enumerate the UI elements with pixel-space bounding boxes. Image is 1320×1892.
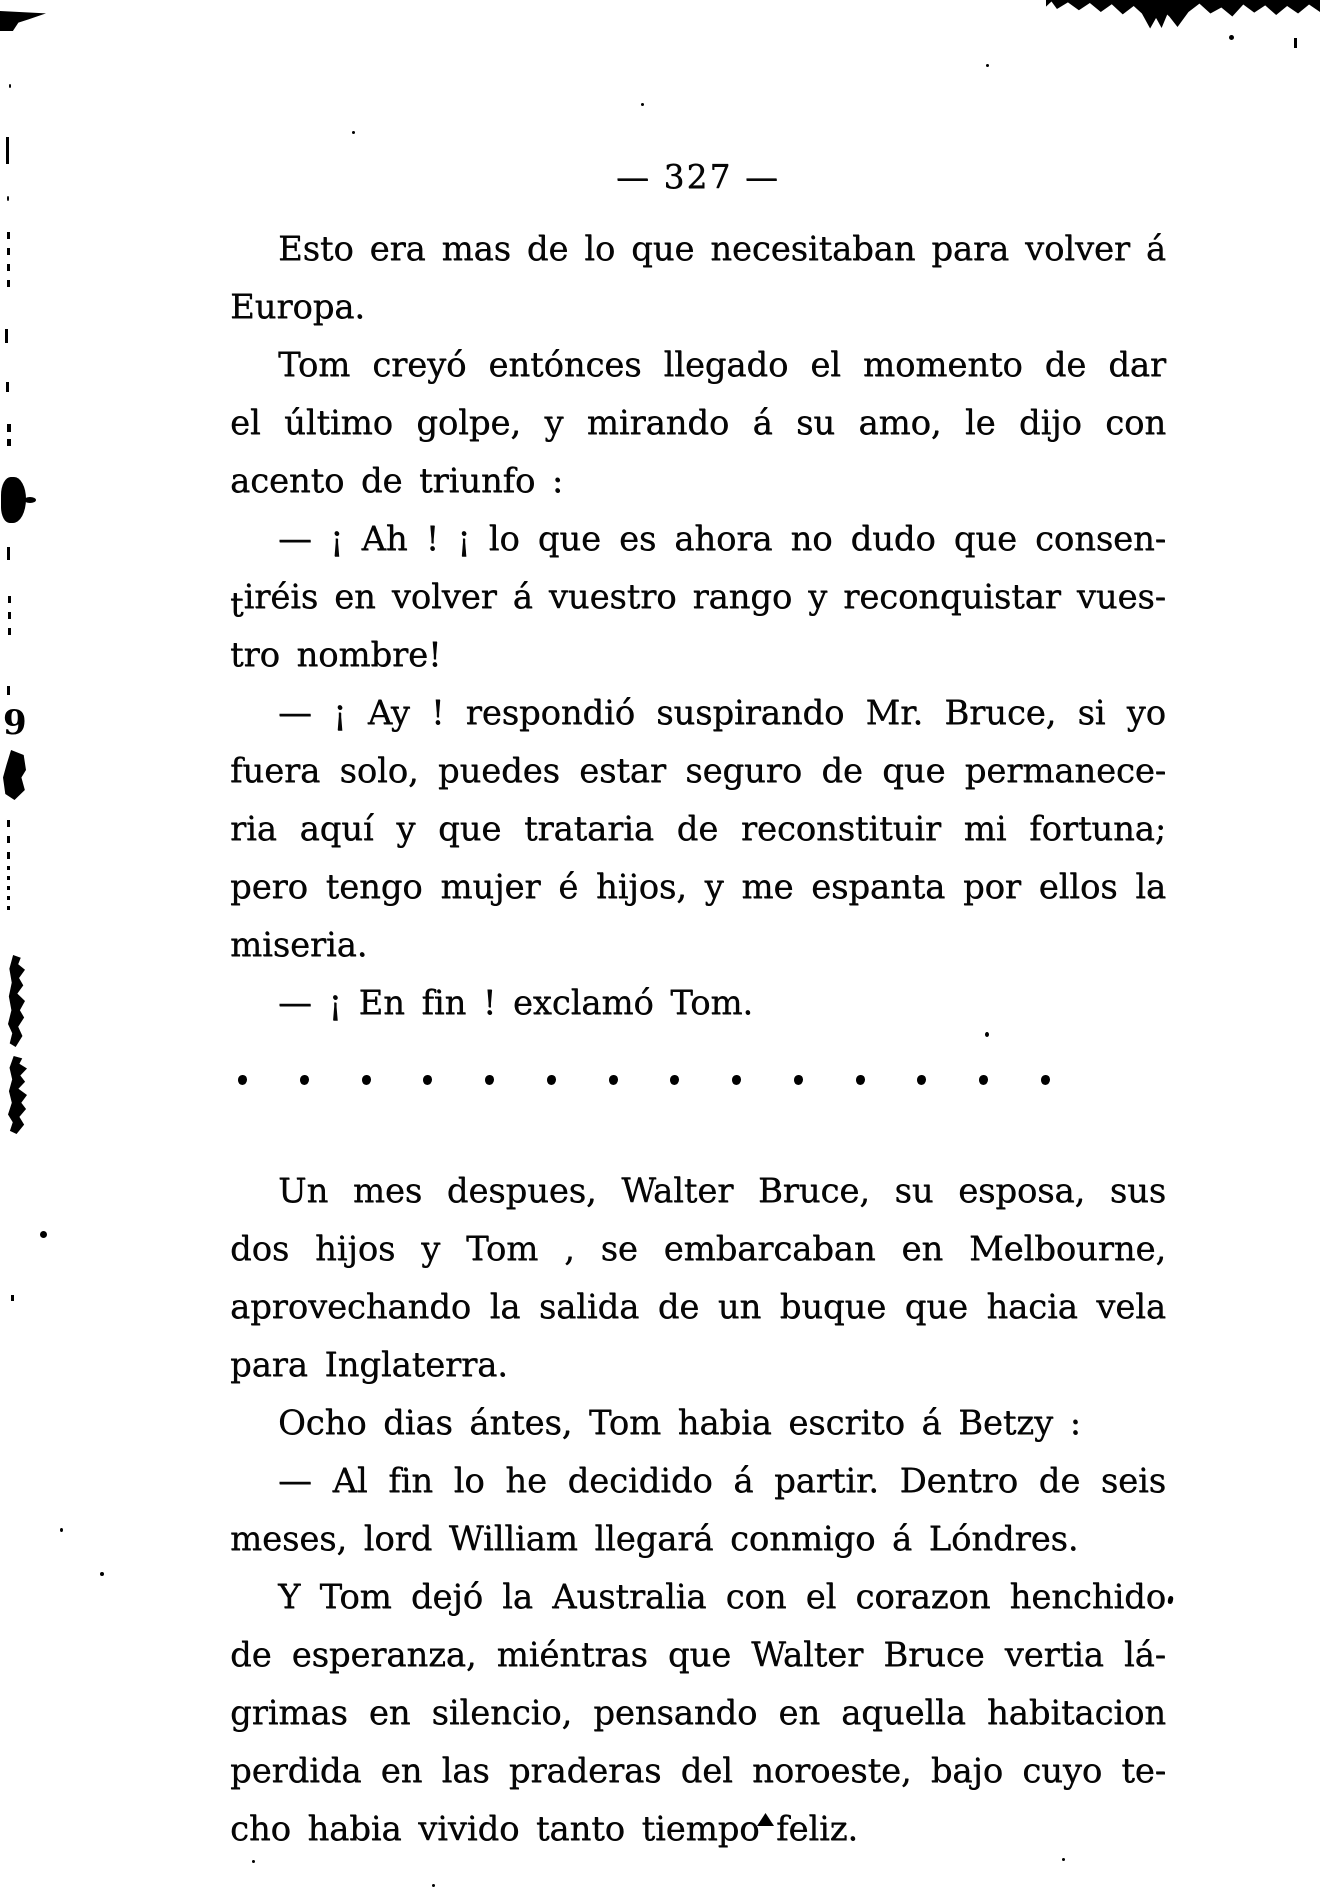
word: volver (1024, 229, 1130, 269)
word: volver (391, 577, 497, 617)
text-block (230, 220, 1166, 1858)
word: pensando (593, 1693, 758, 1733)
word: y (704, 867, 724, 907)
page-number-header: — 327 — (616, 157, 780, 196)
text-line: tro nombre! (230, 635, 442, 675)
word: Y (278, 1577, 301, 1617)
word: á (752, 403, 773, 443)
word: Bruce (883, 1635, 985, 1675)
word: lo (584, 229, 616, 269)
scan-artifact (24, 497, 36, 503)
word: un (717, 1287, 762, 1327)
scan-artifact (9, 84, 11, 88)
text-line (230, 394, 1166, 452)
word: que (631, 229, 695, 269)
word: del (680, 1751, 733, 1791)
word: praderas (508, 1751, 662, 1791)
scan-artifact (7, 439, 11, 446)
word: que (667, 1635, 732, 1675)
scan-artifact-apostrophe-mark (1167, 1596, 1174, 1605)
word: á (512, 577, 533, 617)
word: hacia (986, 1287, 1078, 1327)
scan-artifact (1294, 38, 1297, 48)
word: dijo (1018, 403, 1082, 443)
text-line (230, 1568, 1166, 1626)
text-line (230, 220, 1166, 278)
word: fin (388, 1461, 433, 1501)
word: mirando (586, 403, 730, 443)
word: suspirando (656, 693, 845, 733)
word: mas (441, 229, 511, 269)
word: lo (488, 519, 520, 559)
word: necesitaban (710, 229, 916, 269)
word: é (558, 867, 579, 907)
word: esperanza, (291, 1635, 477, 1675)
text-line (230, 742, 1166, 800)
word: cuyo (1022, 1751, 1103, 1791)
word: Walter (621, 1171, 734, 1211)
word: ellos (1038, 867, 1118, 907)
word: lo (453, 1461, 485, 1501)
scan-artifact-top-right-smudge (1046, 0, 1320, 30)
word: y (544, 403, 564, 443)
word: aquella (841, 1693, 966, 1733)
text-line: — ¡ En fin ! exclamó Tom. (278, 983, 753, 1023)
word: espanta (811, 867, 946, 907)
separator-dot (856, 1075, 865, 1085)
word: ¡ (457, 519, 471, 559)
word: seguro (685, 751, 802, 791)
separator-dot (979, 1075, 988, 1085)
scan-artifact (1229, 35, 1234, 40)
word: el (230, 403, 261, 443)
word: Tom (466, 1229, 539, 1269)
word: en (901, 1229, 944, 1269)
word: despues, (446, 1171, 597, 1211)
word: á (1145, 229, 1166, 269)
separator-dot (238, 1075, 247, 1085)
word: la (1135, 867, 1166, 907)
separator-dot (300, 1075, 309, 1085)
text-content (230, 156, 1166, 1858)
word: Ah (361, 519, 408, 559)
scan-artifact (7, 686, 10, 695)
scan-artifact (7, 424, 11, 432)
scan-artifact-gutter-glyph: 9 (3, 703, 27, 743)
scan-artifact-speck (100, 1572, 104, 1576)
word: he (505, 1461, 547, 1501)
text-line (230, 684, 1166, 742)
separator-dot (423, 1075, 432, 1085)
scan-artifact (5, 329, 8, 343)
scan-artifact-ink-blot (1, 477, 26, 523)
scan-artifact (7, 196, 9, 201)
word: que (438, 809, 502, 849)
word: pero (230, 867, 308, 907)
word: ! (425, 519, 440, 559)
separator-dot (917, 1075, 926, 1085)
text-line: acento de triunfo : (230, 461, 564, 501)
word: vues- (1076, 577, 1166, 617)
word: Bruce, (757, 1171, 870, 1211)
word: Esto (278, 229, 354, 269)
word: golpe, (416, 403, 521, 443)
word: salida (538, 1287, 640, 1327)
word: , (564, 1229, 575, 1269)
word: bajo (930, 1751, 1003, 1791)
word: se (600, 1229, 638, 1269)
word: solo, (339, 751, 419, 791)
word: hijos, (595, 867, 687, 907)
word: en (380, 1751, 423, 1791)
word: con (1105, 403, 1166, 443)
word: con (725, 1577, 787, 1617)
word: tiréis (230, 577, 319, 625)
word: estar (579, 751, 666, 791)
text-line (230, 1452, 1166, 1510)
word: — (278, 1461, 312, 1501)
word: entónces (488, 345, 642, 385)
word: habitacion (986, 1693, 1166, 1733)
word: rango (692, 577, 793, 617)
dotted-separator (238, 1062, 1050, 1098)
scan-artifact-speck (641, 103, 644, 106)
word: Mr. (865, 693, 924, 733)
word: de (1038, 1461, 1081, 1501)
word: Dentro (899, 1461, 1018, 1501)
word: el (805, 1577, 837, 1617)
separator-dot (732, 1075, 741, 1085)
word: ¡ (329, 519, 344, 559)
word: el (810, 345, 841, 385)
word: de (657, 1287, 700, 1327)
text-line: meses, lord William llegará conmigo á Lóndres. (230, 1519, 1079, 1559)
word: corazon (855, 1577, 991, 1617)
word: respondió (465, 693, 635, 733)
word: Melbourne, (968, 1229, 1166, 1269)
text-line (230, 1626, 1166, 1684)
word: si (1077, 693, 1106, 733)
word: las (441, 1751, 490, 1791)
text-line (230, 568, 1166, 626)
word: permanece- (964, 751, 1166, 791)
word: tengo (325, 867, 423, 907)
separator-dot (794, 1075, 803, 1085)
scan-artifact (8, 596, 11, 644)
word: aprovechando (230, 1287, 472, 1327)
scan-artifact (11, 1295, 14, 1301)
word: perdida (230, 1751, 362, 1791)
word: reconquistar (843, 577, 1061, 617)
word: llegado (663, 345, 789, 385)
text-line: para Inglaterra. (230, 1345, 508, 1385)
word: Tom (278, 345, 351, 385)
word: vuestro (548, 577, 677, 617)
word: que (882, 751, 946, 791)
scan-artifact (7, 866, 10, 914)
word: esposa, (958, 1171, 1086, 1211)
word: de (526, 229, 569, 269)
word: la (489, 1287, 521, 1327)
word: su (796, 403, 835, 443)
word: y (808, 577, 828, 617)
word: fuera (230, 751, 321, 791)
scan-artifact-gutter-blob (8, 1056, 27, 1134)
word: noroeste, (752, 1751, 912, 1791)
text-line (230, 858, 1166, 916)
text-line (230, 336, 1166, 394)
word: me (741, 867, 794, 907)
word: que (904, 1287, 968, 1327)
text-line: Ocho dias ántes, Tom habia escrito á Betzy : (278, 1403, 1081, 1443)
scan-artifact (7, 232, 10, 296)
word: decidido (567, 1461, 713, 1501)
separator-dot (1041, 1075, 1050, 1085)
word: ahora (674, 519, 773, 559)
scan-artifact (7, 547, 10, 560)
word: dar (1108, 345, 1166, 385)
text-line: cho habia vivido tanto tiempo feliz. (230, 1809, 858, 1849)
word: Bruce, (944, 693, 1057, 733)
text-line: Europa. (230, 287, 365, 327)
scan-artifact (40, 1231, 47, 1238)
text-line (230, 1684, 1166, 1742)
word: Un (278, 1171, 329, 1211)
scan-artifact-speck (1062, 1858, 1065, 1861)
word: Australia (552, 1577, 707, 1617)
separator-dot (362, 1075, 371, 1085)
word: Tom (319, 1577, 392, 1617)
word: de (230, 1635, 272, 1675)
text-line: miseria. (230, 925, 368, 965)
word: — (278, 519, 312, 559)
word: que (953, 519, 1017, 559)
word: vertia (1004, 1635, 1104, 1675)
word: Ay (367, 693, 410, 733)
word: reconstituir (740, 809, 941, 849)
word: partir. (774, 1461, 879, 1501)
separator-dot (609, 1075, 618, 1085)
word: dos (230, 1229, 290, 1269)
word: ria (230, 809, 277, 849)
word: Walter (751, 1635, 864, 1675)
text-line (230, 1278, 1166, 1336)
word: lá- (1123, 1635, 1166, 1675)
word: embarcaban (663, 1229, 876, 1269)
word: no (790, 519, 833, 559)
scan-artifact-speck (252, 1860, 255, 1863)
scan-artifact-speck (986, 64, 989, 67)
word: vela (1096, 1287, 1166, 1327)
word: mujer (440, 867, 541, 907)
word: de (676, 809, 719, 849)
word: su (894, 1171, 934, 1211)
word: creyó (372, 345, 467, 385)
word: mi (963, 809, 1007, 849)
word: era (369, 229, 426, 269)
word: y (396, 809, 416, 849)
word: henchido (1009, 1577, 1166, 1617)
word: hijos (314, 1229, 396, 1269)
word: la (502, 1577, 533, 1617)
word: aquí (299, 809, 374, 849)
word: en (368, 1693, 411, 1733)
word: dudo (850, 519, 936, 559)
word: y (421, 1229, 441, 1269)
word: puedes (437, 751, 560, 791)
word: en (778, 1693, 820, 1733)
text-line (230, 1742, 1166, 1800)
word: amo, (858, 403, 942, 443)
word: momento (862, 345, 1023, 385)
scan-artifact (6, 137, 9, 164)
text-line (230, 510, 1166, 568)
dropped-letter: t (230, 585, 244, 625)
scan-artifact-corner-wedge (0, 11, 46, 31)
scan-artifact (7, 820, 10, 862)
word: Al (332, 1461, 368, 1501)
separator-dot (547, 1075, 556, 1085)
word: de (821, 751, 863, 791)
word: — (278, 693, 312, 733)
word: buque (779, 1287, 887, 1327)
word: fortuna; (1029, 809, 1166, 849)
word: para (931, 229, 1010, 269)
word: mes (352, 1171, 423, 1211)
word: ! (430, 693, 445, 733)
word: á (733, 1461, 754, 1501)
separator-dot (485, 1075, 494, 1085)
word: te- (1121, 1751, 1166, 1791)
word: por (962, 867, 1021, 907)
separator-dot (670, 1075, 679, 1085)
scan-artifact-speck (352, 131, 355, 134)
word: es (618, 519, 657, 559)
text-line (230, 1162, 1166, 1220)
text-line (230, 800, 1166, 858)
word: en (334, 577, 376, 617)
word: miéntras (496, 1635, 648, 1675)
word: yo (1126, 693, 1166, 733)
word: de (1044, 345, 1087, 385)
scan-artifact-ink-blot (3, 750, 26, 800)
scan-artifact (6, 382, 9, 392)
word: silencio, (431, 1693, 573, 1733)
word: grimas (230, 1693, 348, 1733)
word: ¡ (333, 693, 347, 733)
word: consen- (1034, 519, 1166, 559)
scan-artifact-speck (60, 1528, 63, 1532)
word: trataria (523, 809, 654, 849)
word: le (964, 403, 996, 443)
word: que (537, 519, 601, 559)
text-line (230, 1220, 1166, 1278)
word: último (284, 403, 393, 443)
word: seis (1100, 1461, 1166, 1501)
scan-artifact-gutter-blob (8, 955, 25, 1047)
word: dejó (410, 1577, 483, 1617)
scan-artifact-speck (432, 1884, 435, 1887)
word: sus (1109, 1171, 1166, 1211)
